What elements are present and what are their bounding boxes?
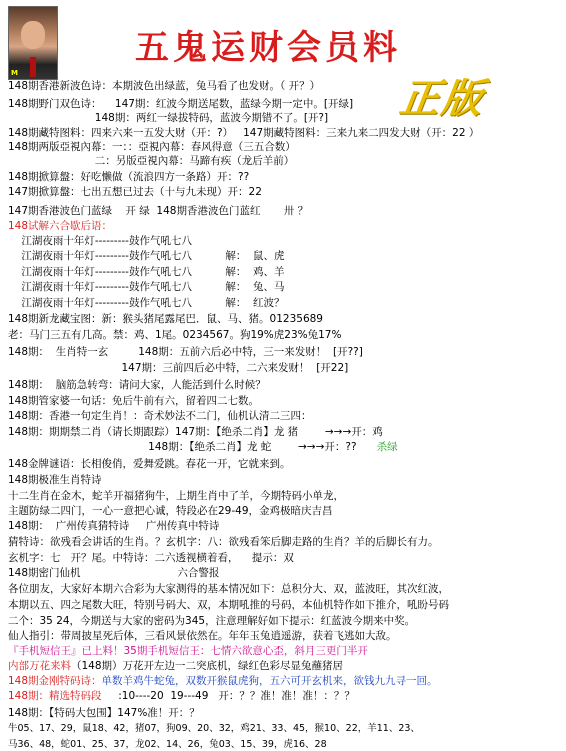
text-line: 148期两版亞視內幕：一：：亞視內幕：春风得意（三五合数）: [8, 141, 296, 153]
text-line: 148期藏特图料：四来六来一五发大财（开：?） 147期藏特图料：三来九来二四发大财（开：22 ）: [8, 127, 480, 139]
line-prefix: 148期：精选特码段: [8, 690, 102, 702]
text-line: [8, 660, 343, 673]
text-line: 江湖夜雨十年灯---------鼓作气吼七八 解： 兔、马: [8, 281, 285, 293]
text-line: 148期：两红一绿拔特码，蓝波今期错不了。[开?]: [8, 112, 329, 124]
text-line: 147期掀算盤：七出五想已过去（十与九未现）开：22: [8, 186, 262, 198]
text-line: 148期掀算盤：好吃懒做（流浪四方一条路）开：??: [8, 171, 250, 183]
text-line: 148期： 广州传真猜特诗 广州传真中特诗: [8, 520, 220, 532]
line-prefix: 148期金刚特码诗：: [8, 675, 102, 687]
text-line: 148期极准生肖特诗: [8, 474, 102, 486]
text-line: 马36、48，蛇01、25、37，龙02、14、26，兔03、15、39，虎16、28: [8, 739, 327, 750]
text-line: 玄机字：七 开？尾。中特诗：二六透视横着看， 提示：双: [8, 552, 294, 564]
text-line: 148期：【绝杀二肖】龙 蛇 →→→开：?? 杀绿: [8, 441, 398, 453]
text-line: 147期香港波色门蓝绿 开 绿 148期香港波色门蓝红 卅 ？: [8, 205, 309, 217]
text-line: 148期：香港一句定生肖！：奇术妙法不二门，仙机认清二三四：: [8, 410, 312, 422]
line-rest: 单数羊鸡牛蛇兔，双数开猴鼠虎狗，五六可开玄机来，欲钱九九寻一回。: [101, 675, 438, 687]
text-line: 148期：【特码大包围】147%准！开：？: [8, 707, 200, 719]
text-line: 148期：期期禁二肖（请长期跟踪）147期：【绝杀二肖】龙 猪 →→→开：鸡: [8, 426, 383, 438]
page-title: 五鬼运财会员料: [135, 28, 401, 68]
text-line: 江湖夜雨十年灯---------鼓作气吼七八 解： 鸡、羊: [8, 266, 285, 278]
text-line: 猜特诗：欲残看会讲话的生肖。？玄机字：八：欲残看笨后脚走路的生肖？羊的后脚长有力。: [8, 536, 439, 548]
text-line: 『手机短信王』已上料！35期手机短信王：七情六欲意心歪，斜月三更门半开: [8, 645, 368, 657]
text-line: 148期管家婆一句话：免后牛前有六，留着四二七数。: [8, 395, 260, 407]
text-line: 老：马门三五有几高。禁：鸡、1尾。0234567。狗19%虎23%兔17%: [8, 329, 342, 341]
text-line: 148期： 生肖特一玄 148期：五前六后必中特，三一来发财！ [开??]: [8, 346, 363, 358]
text-line: 江湖夜雨十年灯---------鼓作气吼七八 解： 鼠、虎: [8, 250, 285, 262]
text-line: [8, 675, 438, 688]
line-rest: :10----20 19---49 开：？？准！准！准！：？？: [101, 690, 355, 702]
text-line: 江湖夜雨十年灯---------鼓作气吼七八: [8, 235, 192, 247]
line-rest: （148期）万花开左边一二突底机，绿红色彩尽显兔蘸猪居: [71, 660, 344, 672]
text-line: 仙人指引：带周披星死后体，三看风景依然在。年年玉兔逍遥游，获着飞逃如大敌。: [8, 630, 397, 642]
text-line: 牛05、17、29，鼠18、42，猪07，狗09、20、32，鸡21、33、45，猴10、22，羊11、23、: [8, 723, 420, 734]
text-line: 江湖夜雨十年灯---------鼓作气吼七八 解： 红波？: [8, 297, 285, 309]
text-line: 各位朋友，大家好本期六合彩为大家测得的基本情况如下：总积分大、双，蓝波旺，其次红波，: [8, 583, 449, 595]
text-line: 148金牌谜语：长相俊俏，爱舞爱跳。春花一开，它就来到。: [8, 458, 291, 470]
text-line: 147期：三前四后必中特，二六来发财！ [开22]: [8, 362, 349, 374]
photo-tag: M: [11, 69, 18, 77]
host-face: [21, 21, 45, 49]
text-line: 二个：35 24，今期送与大家的密码为345，注意理解好如下提示：红蓝波今期来中奖。: [8, 615, 416, 627]
text-line: 148试解六合歇后语：: [8, 220, 113, 232]
text-line: 148期野门双色诗： 147期：红波今期送尾数，蓝绿今期一定中。[开绿]: [8, 98, 354, 110]
text-line: 148期新龙藏宝图：新：猴头猪尾露尾巴．鼠、马、猪。01235689: [8, 313, 323, 325]
line-extra: 杀绿: [376, 441, 398, 453]
host-tie: [30, 57, 36, 77]
line-prefix: 内部万花来料: [8, 660, 71, 672]
text-line: 主题防绿二四门，一心一意把心诚，特段必在29-49，金鸡极暗庆吉昌: [8, 505, 333, 517]
host-photo: [8, 6, 58, 80]
text-line: 148期香港新波色诗：本期波色出绿蓝，兔马看了也发财。（ 开？）: [8, 80, 321, 92]
text-line: [8, 690, 355, 703]
text-line: 二：另版亞視內幕：马蹄有疾（龙后羊前）: [8, 155, 295, 167]
authentic-stamp: 正版: [396, 75, 488, 122]
text-line: 本期以五、四之尾数大旺，特别号码大、双，本期吼推的号码，本仙机特作如下推介，吼盼号码: [8, 599, 449, 611]
text-line: 十二生肖在金木，蛇羊开福猪狗牛，上期生肖中了羊，今期特码小单龙，: [8, 490, 344, 502]
text-line: 148期密门仙机 六合警报: [8, 567, 220, 579]
text-line: 148期： 脑筋急转弯：请问大家，人能活到什么时候？: [8, 379, 266, 391]
